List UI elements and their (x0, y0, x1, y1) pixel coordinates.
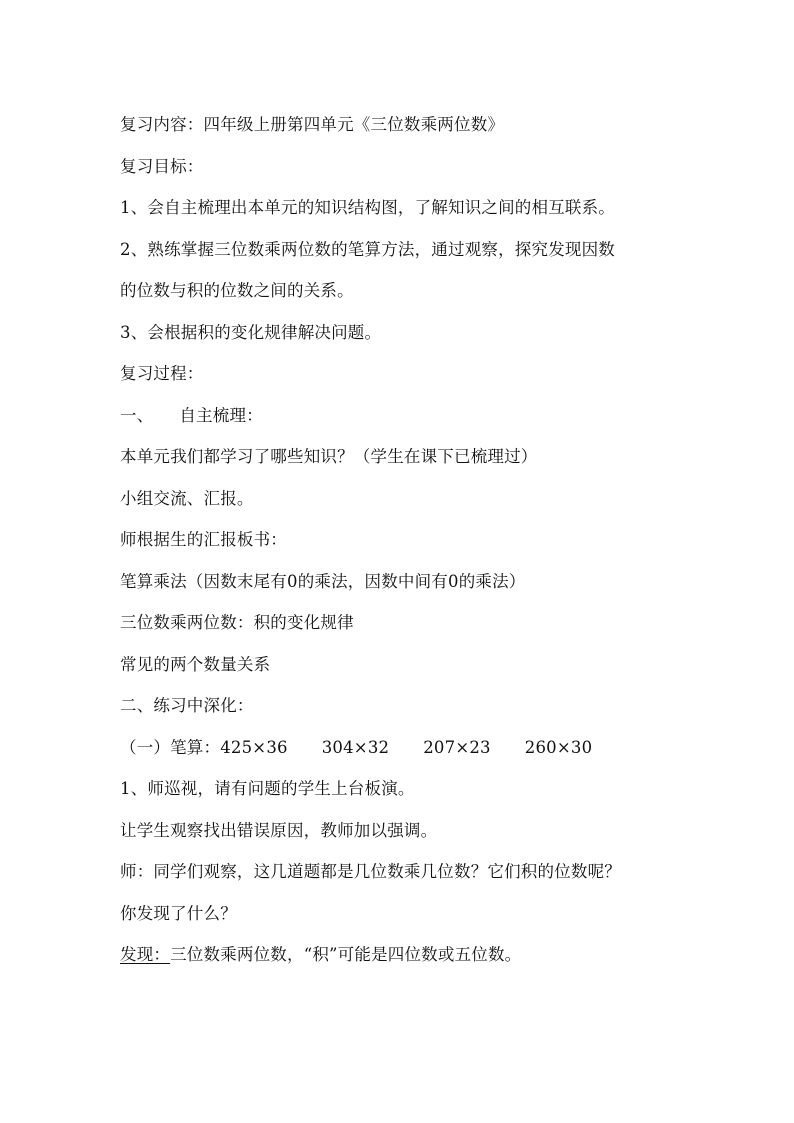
board-writing-line: 师根据生的汇报板书： (120, 530, 287, 549)
discovery-label: 发现： (120, 945, 171, 964)
calculation-line (120, 727, 690, 769)
teacher-patrol-line: 1、师巡视，请有问题的学生上台板演。 (120, 779, 415, 798)
section-2-heading: 二、练习中深化： (120, 696, 254, 715)
three-digit-line: 三位数乘两位数：积的变化规律 (120, 613, 354, 632)
calculation-3: 207×23 (423, 737, 491, 757)
goal-3: 3、会根据积的变化规律解决问题。 (120, 322, 382, 342)
question-line: 本单元我们都学习了哪些知识？（学生在课下已梳理过） (120, 447, 538, 466)
goal-2-part-1: 2、熟练掌握三位数乘两位数的笔算方法，通过观察，探究发现因数 (120, 239, 615, 259)
section-1-heading (120, 395, 690, 437)
discovery-line (120, 934, 690, 976)
section-1-title: 自主梳理： (179, 405, 263, 425)
calculation-2: 304×32 (321, 737, 390, 757)
discovery-question-line: 你发现了什么？ (120, 903, 237, 923)
quantity-relations-line: 常见的两个数量关系 (120, 654, 271, 674)
document-content (120, 104, 690, 976)
calculation-4: 260×30 (524, 737, 593, 757)
goal-2-part-2: 的位数与积的位数之间的关系。 (120, 281, 354, 300)
review-content-line: 复习内容：四年级上册第四单元《三位数乘两位数》 (120, 115, 505, 134)
goal-1: 1、会自主梳理出本单元的知识结构图，了解知识之间的相互联系。 (120, 198, 615, 217)
review-goals-heading: 复习目标： (120, 156, 204, 176)
teacher-question-line: 师：同学们观察，这几道题都是几位数乘几位数？它们积的位数呢？ (120, 862, 621, 881)
calculation-label: （一）笔算： (120, 737, 221, 757)
written-multiplication-line: 笔算乘法（因数末尾有0的乘法，因数中间有0的乘法） (120, 571, 526, 591)
group-report-line: 小组交流、汇报。 (120, 488, 254, 508)
calculation-1: 425×36 (220, 737, 288, 757)
review-process-heading: 复习过程： (120, 364, 204, 383)
section-1-number: 一、 (120, 405, 154, 425)
error-analysis-line: 让学生观察找出错误原因，教师加以强调。 (120, 820, 438, 840)
discovery-text: 三位数乘两位数，“积”可能是四位数或五位数。 (170, 945, 522, 964)
